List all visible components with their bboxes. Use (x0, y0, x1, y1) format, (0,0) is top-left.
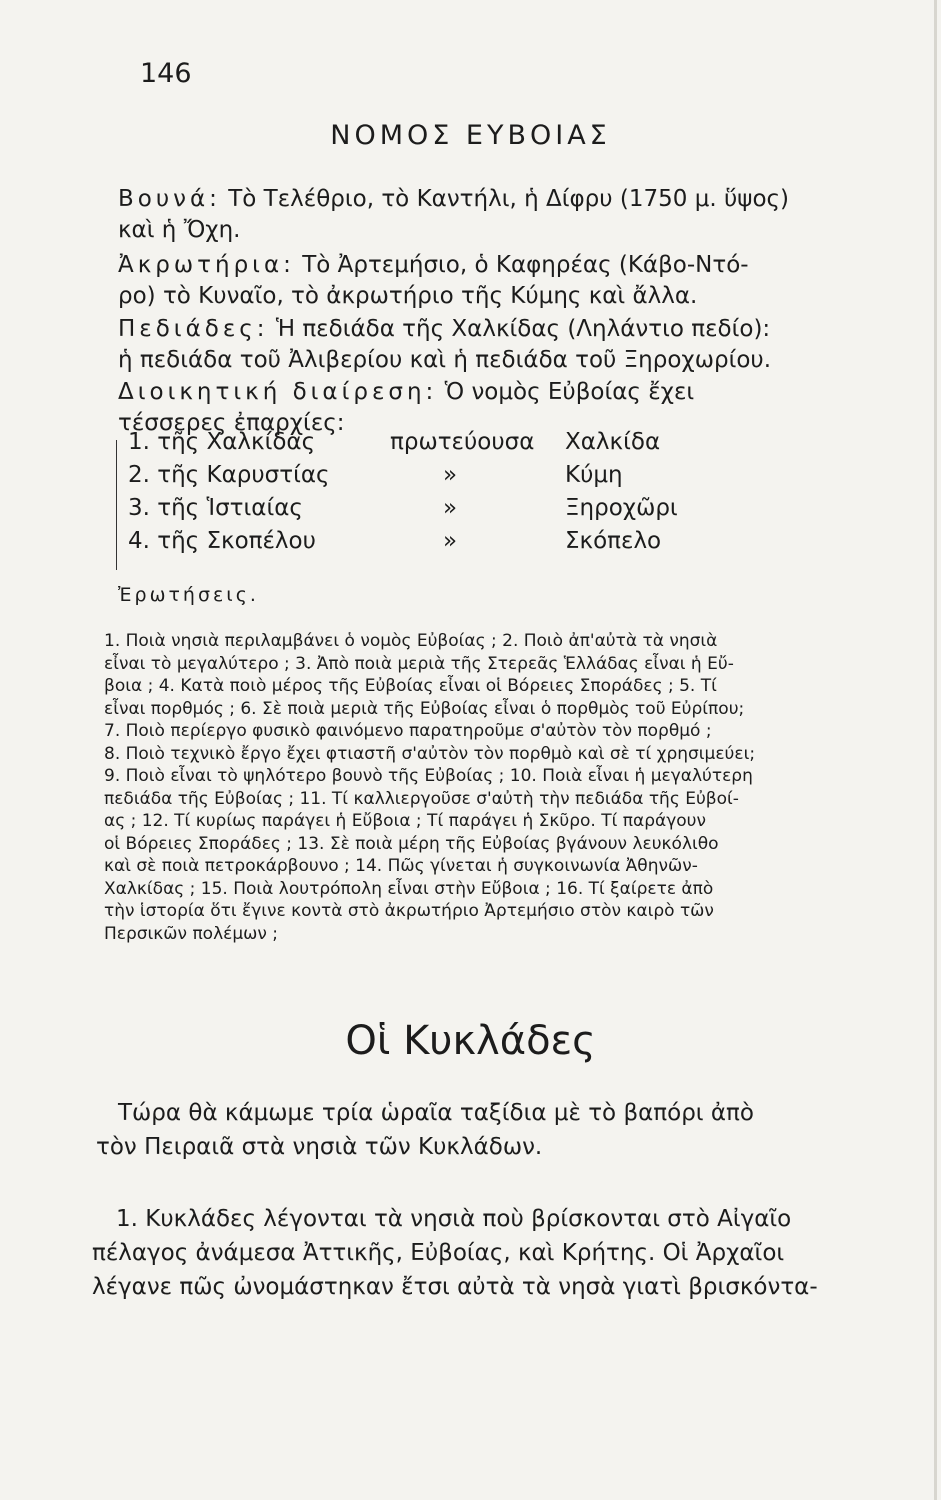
question-line: 8. Ποιὸ τεχνικὸ ἔργο ἔχει φτιαστῆ σ'αὐτὸν τὸν πορθμὸ καὶ σὲ τί χρησιμεύει; (104, 743, 756, 764)
plains-text-line: Ἡ πεδιάδα τῆς Χαλκίδας (Ληλάντιο πεδίο): (275, 316, 771, 342)
question-line: καὶ σὲ ποιὰ πετροκάρβουνο ; 14. Πῶς γίνεται ἡ συγκοινωνία Ἀθηνῶν- (104, 856, 698, 876)
province-mark: » (443, 528, 458, 554)
plains-text-line: ἡ πεδιάδα τοῦ Ἀλιβερίου καὶ ἡ πεδιάδα τοῦ Ξηροχωρίου. (118, 347, 772, 373)
province-row (118, 460, 930, 493)
question-line: πεδιάδα τῆς Εὐβοίας ; 11. Τί καλλιεργοῦσε σ'αὐτὴ τὴν πεδιάδα τῆς Εὐβοί- (104, 788, 739, 809)
question-line: εἶναι πορθμός ; 6. Σὲ ποιὰ μεριὰ τῆς Εὐβοίας εἶναι ὁ πορθμὸς τοῦ Εὐρίπου; (104, 698, 745, 719)
plains-paragraph (118, 314, 930, 376)
province-capital: Ξηροχῶρι (565, 495, 678, 521)
administrative-label: Διοικητική διαίρεση: (118, 379, 438, 405)
section-title: ΝΟΜΟΣ ΕΥΒΟΙΑΣ (330, 120, 611, 151)
question-line: Χαλκίδας ; 15. Ποιὰ λουτρόπολη εἶναι στὴν Εὔβοια ; 16. Τί ξαίρετε ἀπὸ (104, 878, 714, 899)
capes-paragraph (118, 250, 930, 312)
province-name: 1. τῆς Χαλκίδας (128, 429, 316, 455)
questions-heading: Ἐρωτήσεις. (118, 584, 259, 606)
question-line: 7. Ποιὸ περίεργο φυσικὸ φαινόμενο παρατηροῦμε σ'αὐτὸν τὸν πορθμό ; (104, 721, 712, 741)
province-row (118, 427, 930, 460)
mountains-text-line: Τὸ Τελέθριο, τὸ Καντήλι, ἡ Δίφρυ (1750 μ. ὕψος) (228, 186, 789, 212)
questions-block (104, 630, 916, 945)
plains-label: Πεδιάδες: (118, 316, 269, 342)
page-number: 146 (140, 58, 192, 89)
paragraph-line: λέγανε πῶς ὠνομάστηκαν ἔτσι αὐτὰ τὰ νησὰ γιατὶ βρισκόντα- (92, 1274, 818, 1300)
province-mark: » (443, 495, 458, 521)
province-name: 3. τῆς Ἱστιαίας (128, 495, 303, 521)
intro-line: Τώρα θὰ κάμωμε τρία ὡραῖα ταξίδια μὲ τὸ βαπόρι ἀπὸ (118, 1100, 754, 1126)
chapter-title: Οἱ Κυκλάδες (345, 1018, 596, 1064)
province-name: 4. τῆς Σκοπέλου (128, 528, 316, 554)
list-rule (116, 440, 117, 570)
question-line: Περσικῶν πολέμων ; (104, 923, 279, 944)
mountains-label: Βουνά: (118, 186, 221, 212)
administrative-text-line: Ὁ νομὸς Εὐβοίας ἔχει (444, 379, 695, 405)
province-mark: » (443, 462, 458, 488)
mountains-paragraph (118, 184, 930, 246)
capes-text-line: ρο) τὸ Κυναῖο, τὸ ἀκρωτήριο τῆς Κύμης καὶ ἄλλα. (118, 283, 698, 309)
province-mark: πρωτεύουσα (390, 429, 535, 455)
question-line: 9. Ποιὸ εἶναι τὸ ψηλότερο βουνὸ τῆς Εὐβοίας ; 10. Ποιὰ εἶναι ἡ μεγαλύτερη (104, 766, 753, 786)
paragraph-line: 1. Κυκλάδες λέγονται τὰ νησιὰ ποὺ βρίσκονται στὸ Αἰγαῖο (116, 1206, 792, 1232)
province-name: 2. τῆς Καρυστίας (128, 462, 330, 488)
question-line: ας ; 12. Τί κυρίως παράγει ἡ Εὔβοια ; Τί παράγει ἡ Σκῦρο. Τί παράγουν (104, 811, 706, 831)
page-edge (934, 0, 937, 1500)
administrative-text-line: τέσσερες ἐπαρχίες: (118, 410, 345, 436)
question-line: εἶναι τὸ μεγαλύτερο ; 3. Ἀπὸ ποιὰ μεριὰ τῆς Στερεᾶς Ἑλλάδας εἶναι ἡ Εὔ- (104, 653, 734, 674)
question-line: τὴν ἱστορία ὅτι ἔγινε κοντὰ στὸ ἀκρωτήριο Ἀρτεμήσιο στὸν καιρὸ τῶν (104, 901, 714, 921)
capes-label: Ἀκρωτήρια: (118, 252, 295, 278)
provinces-list (118, 427, 930, 559)
question-line: βοια ; 4. Κατὰ ποιὸ μέρος τῆς Εὐβοίας εἶναι οἱ Βόρειες Σποράδες ; 5. Τί (104, 676, 717, 696)
intro-line: τὸν Πειραιᾶ στὰ νησιὰ τῶν Κυκλάδων. (96, 1134, 543, 1160)
question-line: οἱ Βόρειες Σποράδες ; 13. Σὲ ποιὰ μέρη τῆς Εὐβοίας βγάνουν λευκόλιθο (104, 833, 719, 854)
province-row (118, 493, 930, 526)
mountains-text-line: καὶ ἡ Ὄχη. (118, 217, 241, 243)
province-capital: Σκόπελο (565, 528, 662, 554)
province-row (118, 526, 930, 559)
capes-text-line: Τὸ Ἀρτεμήσιο, ὁ Καφηρέας (Κάβο-Ντό- (302, 252, 749, 278)
province-capital: Κύμη (565, 462, 623, 488)
paragraph-line: πέλαγος ἀνάμεσα Ἀττικῆς, Εὐβοίας, καὶ Κρήτης. Οἱ Ἀρχαῖοι (92, 1240, 785, 1266)
province-capital: Χαλκίδα (565, 429, 661, 455)
paragraph-1 (92, 1202, 922, 1304)
intro-paragraph (96, 1096, 926, 1164)
question-line: 1. Ποιὰ νησιὰ περιλαμβάνει ὁ νομὸς Εὐβοίας ; 2. Ποιὸ ἀπ'αὐτὰ τὰ νησιὰ (104, 631, 718, 651)
